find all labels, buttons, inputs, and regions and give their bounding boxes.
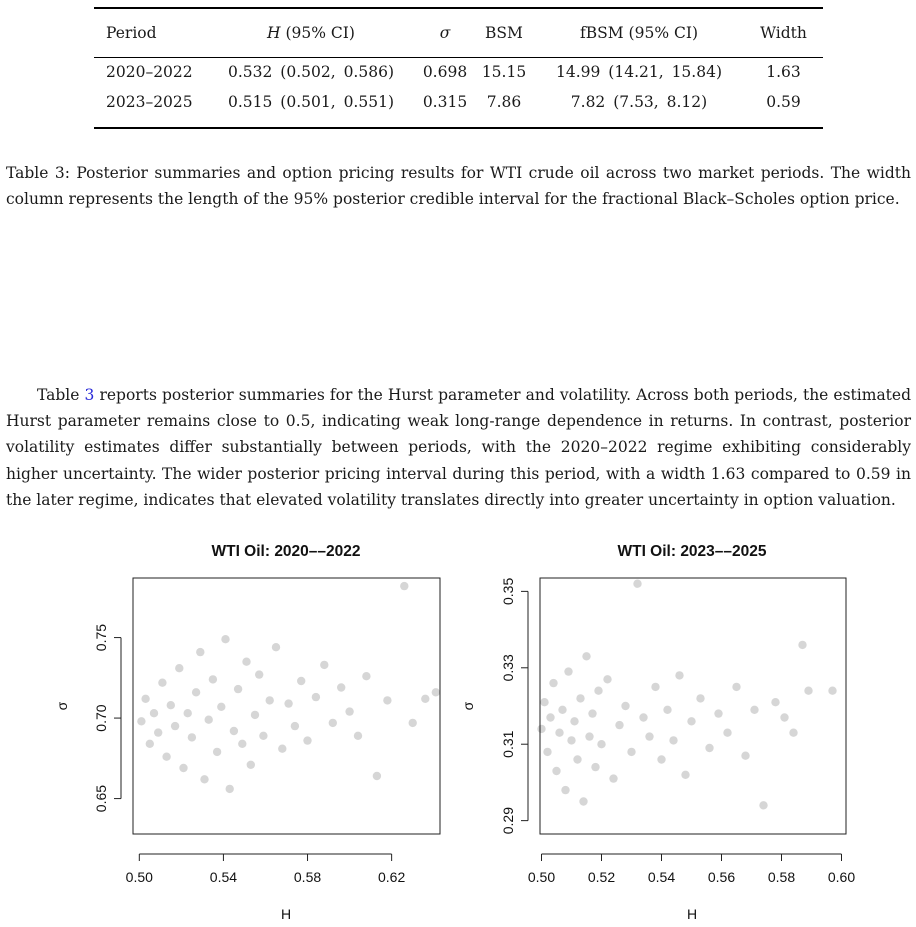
data-point [561,786,569,794]
data-point [705,744,713,752]
table-bottom-rule [94,127,823,129]
data-point [409,719,417,727]
data-point [259,732,267,740]
data-point [627,748,635,756]
data-point [570,717,578,725]
data-point [400,582,408,590]
cell-width: 1.63 [766,63,801,82]
plot-title: WTI Oil: 2020––2022 [211,543,361,560]
scatter-plots-figure [0,530,916,927]
header-h-symbol: H [267,23,281,42]
data-point [651,683,659,691]
data-point [714,709,722,717]
table-row [94,57,823,87]
paragraph-text-start: Table [37,386,85,404]
cell-sigma: 0.698 [422,63,468,82]
y-tick-label: 0.65 [93,784,109,813]
cell-h [206,57,416,87]
data-point [284,699,292,707]
x-tick-label: 0.54 [647,869,676,885]
header-sigma-symbol: σ [439,23,451,42]
scatter-plot-2023-2025 [460,543,855,922]
y-axis [93,624,121,812]
cell-h-value: 0.532 [227,63,273,82]
header-sigma [416,9,474,57]
x-axis [528,854,855,885]
data-point [588,709,596,717]
data-point [217,703,225,711]
cell-h-ci: (0.502, 0.586) [280,63,394,82]
data-point [303,736,311,744]
y-axis [500,578,528,835]
x-axis [126,854,406,885]
x-tick-label: 0.60 [827,869,856,885]
data-point [543,748,551,756]
data-point [137,717,145,725]
data-point [200,775,208,783]
data-point [247,761,255,769]
table-caption: Table 3: Posterior summaries and option pricing results for WTI crude oil across two market periods. The width column represents the length of the 95% posterior credible interval for the fractional Black–Scholes option price. [6,164,911,208]
data-point [603,675,611,683]
y-tick-label: 0.35 [500,577,516,605]
cell-fbsm-ci: (7.53, 8.12) [613,93,708,112]
header-h-ci: (95% CI) [285,23,355,42]
results-table [94,9,823,128]
data-point [741,752,749,760]
data-point [657,755,665,763]
data-point [537,725,545,733]
data-point [579,797,587,805]
cell-fbsm [534,87,744,127]
y-axis-label: σ [54,701,70,711]
cell-h [206,87,416,127]
data-point [828,687,836,695]
cell-h-value: 0.515 [227,93,273,112]
data-point [639,713,647,721]
cell-fbsm-ci: (14.21, 15.84) [608,63,722,82]
data-point [188,733,196,741]
data-point [633,580,641,588]
data-point [291,722,299,730]
data-point [184,709,192,717]
data-point [675,671,683,679]
data-point [354,732,362,740]
data-point [297,677,305,685]
y-tick-label: 0.75 [93,623,109,652]
data-point [759,801,767,809]
x-tick-label: 0.54 [209,869,238,885]
data-point [238,740,246,748]
cell-fbsm-value: 14.99 [555,63,601,82]
y-tick-label: 0.33 [500,654,516,682]
data-point [196,648,204,656]
data-point [555,729,563,737]
data-point [546,713,554,721]
data-point [732,683,740,691]
header-width: Width [760,23,807,42]
table-header-row [94,9,823,57]
data-point [383,696,391,704]
data-point [141,695,149,703]
header-bsm: BSM [485,23,523,42]
point-layer [137,582,440,793]
x-axis-label: H [280,906,292,922]
data-point [669,736,677,744]
data-point [585,732,593,740]
y-tick-label: 0.31 [500,730,516,758]
data-point [804,687,812,695]
data-point [154,728,162,736]
y-tick-label: 0.29 [500,807,516,835]
table-row [94,87,823,127]
y-tick-label: 0.70 [93,704,109,732]
data-point [789,729,797,737]
x-tick-label: 0.50 [527,869,556,885]
cell-period: 2020–2022 [106,63,193,82]
data-point [362,672,370,680]
data-point [621,702,629,710]
data-point [337,683,345,691]
x-axis-label: H [686,906,698,922]
data-point [549,679,557,687]
data-point [687,717,695,725]
data-point [242,658,250,666]
data-point [213,748,221,756]
data-point [591,763,599,771]
x-tick-label: 0.58 [767,869,796,885]
cell-period: 2023–2025 [106,93,193,112]
data-point [750,706,758,714]
table-reference-link[interactable]: 3 [84,386,95,404]
data-point [552,767,560,775]
data-point [696,694,704,702]
data-point [558,706,566,714]
cell-width: 0.59 [766,93,801,112]
data-point [312,693,320,701]
x-tick-label: 0.50 [125,869,153,885]
data-point [329,719,337,727]
data-point [645,732,653,740]
data-point [226,785,234,793]
data-point [175,664,183,672]
y-axis-label: σ [460,701,476,711]
data-point [320,661,328,669]
data-point [158,679,166,687]
data-point [272,643,280,651]
data-point [798,641,806,649]
data-point [162,753,170,761]
header-fbsm: fBSM (95% CI) [580,23,698,42]
data-point [681,771,689,779]
x-tick-label: 0.58 [293,869,322,885]
cell-fbsm-value: 7.82 [570,93,606,112]
data-point [167,701,175,709]
data-point [421,695,429,703]
data-point [594,687,602,695]
data-point [221,635,229,643]
data-point [723,729,731,737]
cell-sigma: 0.315 [422,93,468,112]
x-tick-label: 0.56 [707,869,736,885]
data-point [171,722,179,730]
data-point [564,667,572,675]
scatter-plot-2020-2022 [54,543,440,922]
data-point [205,716,213,724]
plot-frame [540,578,846,834]
data-point [540,698,548,706]
data-point [780,713,788,721]
results-table-container [94,7,823,129]
data-point [663,706,671,714]
data-point [179,764,187,772]
data-point [609,774,617,782]
x-tick-label: 0.62 [378,869,406,885]
plot-title: WTI Oil: 2023––2025 [617,543,767,560]
cell-bsm: 7.86 [486,93,522,112]
data-point [567,736,575,744]
cell-fbsm [534,57,744,87]
x-tick-label: 0.52 [587,869,616,885]
data-point [209,675,217,683]
data-point [573,755,581,763]
data-point [615,721,623,729]
header-h [206,9,416,57]
data-point [345,707,353,715]
paragraph-text-rest: reports posterior summaries for the Hurst parameter and volatility. Across both periods, the estimated Hurst parameter remains close to 0.5, indicating weak long-range dependence in returns. In contrast, posterior volatility estimates differ substantially between periods, with the 2020–2022 regime exhibiting considerably higher uncertainty. The wider posterior pricing interval during this period, with a width 1.63 compared to 0.59 in the later regime, indicates that elevated volatility translates directly into greater uncertainty in option valuation. [6,386,912,509]
data-point [582,652,590,660]
data-point [373,772,381,780]
data-point [230,727,238,735]
data-point [146,740,154,748]
data-point [278,745,286,753]
data-point [771,698,779,706]
data-point [597,740,605,748]
data-point [234,685,242,693]
point-layer [537,580,836,810]
data-point [432,688,440,696]
cell-bsm: 15.15 [481,63,527,82]
header-period: Period [106,23,157,42]
body-paragraph [6,382,911,513]
data-point [576,694,584,702]
data-point [150,709,158,717]
data-point [255,670,263,678]
cell-h-ci: (0.501, 0.551) [280,93,394,112]
data-point [192,688,200,696]
data-point [251,711,259,719]
data-point [266,696,274,704]
